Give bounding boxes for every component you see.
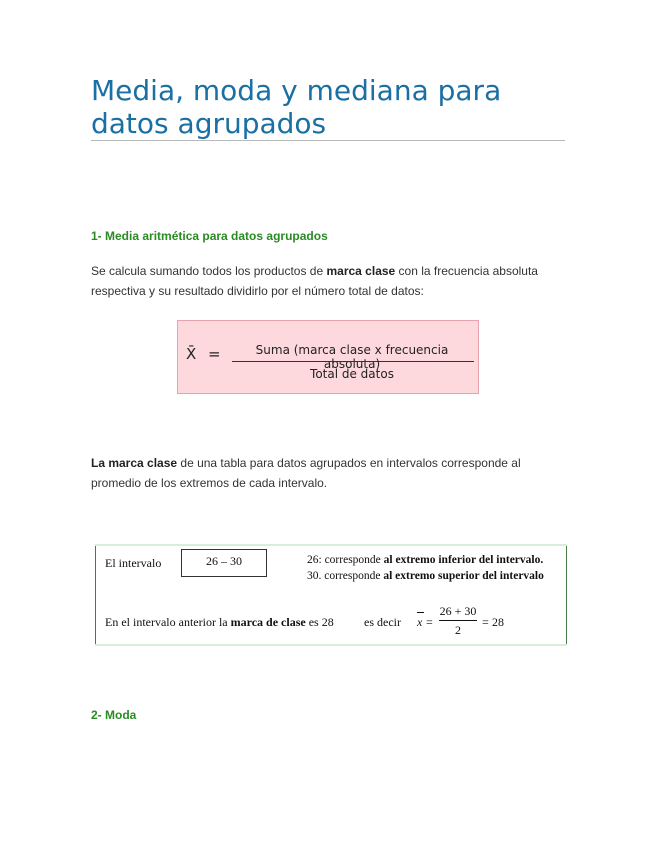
media-description: Se calcula sumando todos los productos de marca clase con la frecuencia absoluta respectiva y su resultado dividirlo por el número total de datos: [91, 264, 538, 298]
interval-label: El intervalo [105, 556, 162, 570]
section-heading-media: 1- Media aritmética para datos agrupados [91, 229, 328, 243]
marca-clase-statement: En el intervalo anterior la marca de clase es 28 [105, 615, 334, 629]
fraction-line [439, 620, 477, 621]
page-title-line2: datos agrupados [91, 107, 327, 140]
page-title-line1: Media, moda y mediana para [91, 74, 502, 107]
fraction-denominator: 2 [455, 623, 461, 637]
es-decir-text: es decir [364, 615, 401, 629]
interval-example [95, 544, 567, 646]
xbar-overline [417, 612, 424, 613]
formula-denominator: Total de datos [310, 367, 394, 381]
equals-sign-2: = [482, 615, 489, 629]
title-divider [91, 140, 565, 141]
interval-value: 26 – 30 [181, 549, 267, 577]
formula-numerator: Suma (marca clase x frecuencia absoluta) [255, 343, 449, 371]
mean-symbol: X̄ [186, 345, 197, 363]
marca-clase-label: La marca clase [91, 456, 178, 470]
marca-clase-description: La marca clase de una tabla para datos agrupados en intervalos corresponde al promedio de los extremos de cada intervalo. [91, 456, 521, 490]
equals-sign-1: = [426, 615, 433, 629]
page-title [91, 74, 565, 140]
marca-clase-result: 28 [492, 615, 504, 629]
lower-bound-note: 26: corresponde al extremo inferior del intervalo. [307, 554, 544, 566]
upper-bound-note: 30. corresponde al extremo superior del intervalo [307, 570, 544, 582]
fraction-numerator: 26 + 30 [439, 604, 477, 618]
section-heading-moda: 2- Moda [91, 708, 137, 722]
fraction-bar [232, 361, 474, 362]
xbar-symbol: x [417, 615, 423, 629]
media-formula [177, 320, 479, 394]
marca-clase-term: marca clase [326, 264, 396, 278]
equals-sign: = [208, 345, 221, 363]
